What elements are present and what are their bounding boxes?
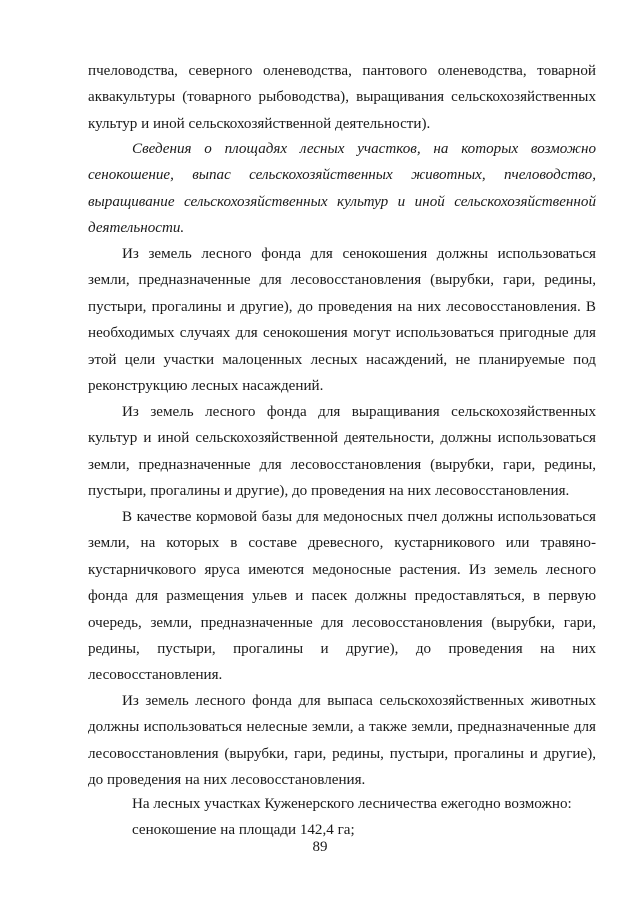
note-line-1: На лесных участках Куженерского лесничества ежегодно возможно: bbox=[132, 796, 572, 812]
paragraph-continuation: пчеловодства, северного оленеводства, пантового оленеводства, товарной аквакультуры (товарного рыбоводства), выращивания сельскохозяйственных культур и иной сельскохозяйственной деятельности). bbox=[88, 63, 596, 132]
paragraph-crops: Из земель лесного фонда для выращивания сельскохозяйственных культур и иной сельскохозяйственной деятельности, должны использоваться земли, предназначенные для лесовосстановления (вырубки, гари, редины, пустыри, прогалины и другие), до проведения на них лесовосстановления. bbox=[88, 404, 596, 500]
crops-block bbox=[88, 399, 596, 505]
paragraph-haymaking: Из земель лесного фонда для сенокошения должны использоваться земли, предназначенные для лесовосстановления (вырубки, гари, редины, пустыри, прогалины и другие), до проведения на них лесовосстановления. В необходимых случаях для сенокошения могут использоваться пригодные для этой цели участки малоценных лесных насаждений, не планируемые под реконструкцию лесных насаждений. bbox=[88, 246, 596, 395]
section-heading-block bbox=[88, 136, 596, 242]
page-number: 89 bbox=[312, 839, 328, 855]
section-heading: Сведения о площадях лесных участков, на которых возможно сенокошение, выпас сельскохозяйственных животных, пчеловодство, выращивание сельскохозяйственных культур и иной сельскохозяйственной деятельности. bbox=[88, 141, 596, 237]
beekeeping-block bbox=[88, 504, 596, 689]
paragraph-grazing: Из земель лесного фонда для выпаса сельскохозяйственных животных должны использоваться нелесные земли, а также земли, предназначенные для лесовосстановления (вырубки, гари, редины, пустыри, прогалины и другие), до проведения на них лесовосстановления. bbox=[88, 693, 596, 789]
grazing-block bbox=[88, 688, 596, 794]
note-line-2: сенокошение на площади 142,4 га; bbox=[132, 822, 355, 838]
body-text bbox=[88, 58, 596, 137]
haymaking-block bbox=[88, 241, 596, 399]
paragraph-beekeeping: В качестве кормовой базы для медоносных пчел должны использоваться земли, на которых в составе древесного, кустарникового или травяно-кустарничкового яруса имеются медоносные растения. Из земель лесного фонда для размещения ульев и пасек должны предоставляться, в первую очередь, земли, предназначенные для лесовосстановления (вырубки, гари, редины, пустыри, прогалины и другие), до проведения на них лесовосстановления. bbox=[88, 509, 596, 684]
